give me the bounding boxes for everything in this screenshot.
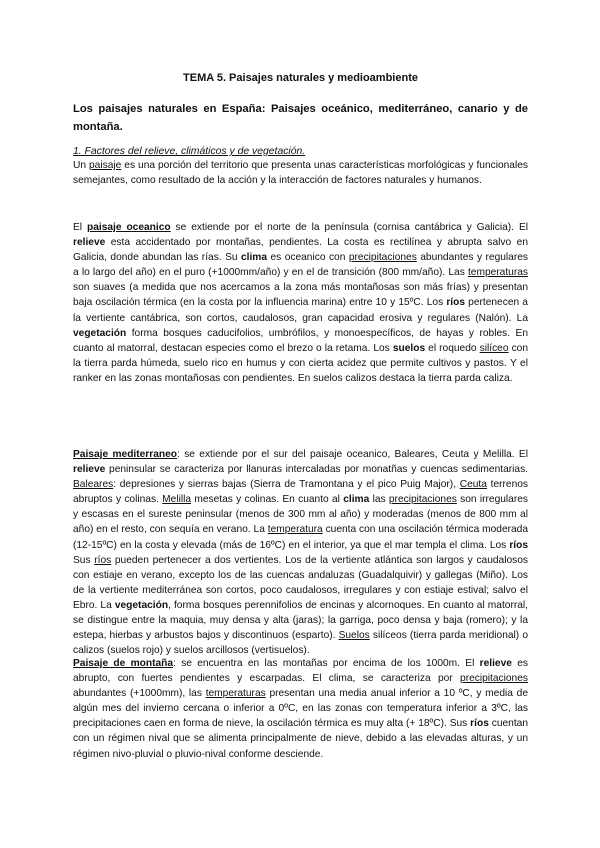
underlined-term: silíceo (479, 342, 509, 354)
underlined-term: temperaturas (467, 267, 528, 279)
paisaje-mediterraneo-paragraph (73, 447, 528, 658)
bold-term: relieve (73, 464, 106, 476)
bold-term: suelos (392, 342, 426, 354)
bold-term: relieve (73, 237, 106, 249)
text-run: son suaves (a medida que nos acercamos a la zona más montañosas son más frías) y presentan baja oscilación térmica (en la costa por la influencia marina) entre 10 y 15ºC. Los (73, 282, 528, 309)
text-run: esta accidentado por montañas, pendientes. La costa es rectilínea y abrupta salvo en Galicia, donde abundan las rías. Su (73, 237, 528, 264)
bold-term: Paisaje de montaña (73, 658, 174, 669)
bold-term: vegetación (73, 327, 127, 339)
underlined-term: paisaje (89, 160, 122, 171)
text-run: presentan una media anual inferior a 10 ºC, y media de algún mes del invierno cercana o inferior a 0ºC, en las zonas con temperatura inferior a 3ºC, las precipitaciones caen en forma de nieve, la oscilación térmica es muy alta (+ 18ºC). Sus (73, 688, 528, 730)
text-run: pueden pertenecer a dos vertientes. Los de la vertiente atlántica son largos y caudalosos con estiaje en verano, excepto los de las cuencas andaluzas (Guadalquivir) y gallegas (Miño). Los de la vertiente mediterránea son cortos, poco caudalosos, irregulares y con estiaje estival; salvo el Ebro. La (73, 554, 528, 611)
paisaje-oceanico-paragraph (73, 220, 528, 386)
text-run: forma bosques caducifolios, umbrófilos, y monoespecíficos, de hayas y robles. En cuanto al matorral, destacan especies como el brezo o la retama. Los (73, 327, 528, 354)
section-heading: 1. Factores del relieve, climáticos y de vegetación. (73, 146, 306, 157)
text-run: abundantes y regulares a lo largo del año) en el puro (+1000mm/año) y en el de transición (800 mm/año). Las (73, 252, 528, 279)
bold-term: ríos (470, 718, 489, 730)
bold-term: ríos (509, 539, 528, 551)
bold-term: ríos (446, 297, 466, 309)
underlined-term: Baleares (73, 479, 114, 491)
text-run: , forma bosques perennifolios de encinas y alcornoques. En cuanto al matorral, se distingue entre la maquia, muy densa y alta (jaras); la garriga, poco densa y baja (romero); y la estepa, hierbas y arbustos bajos y discontinuos (esparto). (73, 599, 529, 642)
bold-term: relieve (479, 658, 512, 669)
text-run: se extiende por el norte de la península (cornisa cantábrica y Galicia). El (170, 222, 528, 233)
text-run: cuenta con una oscilación térmica moderada (12-15ºC) en la costa y elevada (más de 16ºC) en el interior, ya que el mar templa el clima. Los (73, 524, 529, 551)
bold-term: vegetación (114, 599, 169, 611)
text-run: es abrupto, con fuertes pendientes y escarpadas. El clima, se caracteriza por (73, 658, 528, 685)
document-title: TEMA 5. Paisajes naturales y medioambiente (183, 72, 418, 84)
underlined-term: Suelos (338, 630, 370, 642)
bold-term: clima (343, 494, 370, 506)
bold-term: Paisaje mediterraneo (73, 449, 178, 460)
underlined-term: precipitaciones (348, 252, 417, 264)
underlined-term: Melilla (162, 494, 192, 506)
text-run: pertenecen a la vertiente cantábrica, son cortos, caudalosos, gran capacidad erosiva y regulares (Nalón). La (73, 297, 528, 324)
underlined-term: ríos (94, 554, 112, 566)
text-run: : se encuentra en las montañas por encima de los 1000m. El (173, 658, 480, 669)
document-subtitle: Los paisajes naturales en España: Paisajes oceánico, mediterráneo, canario y de montaña. (73, 103, 528, 133)
underlined-term: precipitaciones (460, 673, 528, 685)
text-run: abundantes (+1000mm), las (73, 688, 206, 700)
text-run: terrenos abruptos y colinas. (73, 479, 528, 506)
text-run: El (73, 222, 87, 233)
text-run: es una porción del territorio que presenta unas características morfológicas y funcionales semejantes, como resultado de la acción y la interacción de factores naturales y humanos. (73, 160, 528, 187)
paisaje-montana-paragraph (73, 656, 528, 762)
text-run: es oceanico con (267, 252, 349, 264)
text-run: con la tierra parda húmeda, suelo rico en humus y con cierta acidez que permite cultivos y pastos. Y el ranker en las zonas montañosas con pendientes. En suelos calizos destaca la tierra parda caliza. (73, 342, 528, 384)
intro-paragraph (73, 158, 528, 188)
text-run: el roquedo (425, 342, 480, 354)
text-run: son irregulares y escasas en el sureste peninsular (menos de 300 mm al año) y moderadas (menos de 800 mm al año) en el resto, con sequía en verano. La (73, 494, 528, 536)
underlined-term: precipitaciones (388, 494, 457, 506)
underlined-term: temperaturas (205, 688, 266, 700)
underlined-term: Ceuta (459, 479, 487, 491)
text-run: cuentan con un régimen nival que se alimenta principalmente de nieve, debido a las elevadas alturas, y un régimen nivo-pluvial o pluvio-nival conforme desciende. (73, 718, 528, 760)
text-run: : depresiones y sierras bajas (Sierra de Tramontana y el pico Puig Major), (113, 479, 460, 491)
text-run: mesetas y colinas. En cuanto al (191, 494, 344, 506)
bold-term: clima (240, 252, 268, 264)
text-run: peninsular se caracteriza por llanuras intercaladas por monatñas y cuencas sedimentarias. (105, 464, 528, 476)
underlined-term: temperatura (267, 524, 323, 536)
text-run: las (369, 494, 389, 506)
text-run: Sus (73, 554, 95, 566)
text-run: silíceos (tierra parda meridional) o calizos (suelos rojo) y suelos arcillosos (vertisuelos). (73, 630, 528, 657)
text-run: : se extiende por el sur del paisaje oceanico, Baleares, Ceuta y Melilla. El (177, 449, 528, 460)
bold-term: paisaje oceanico (86, 222, 171, 233)
text-run: Un (73, 160, 90, 171)
